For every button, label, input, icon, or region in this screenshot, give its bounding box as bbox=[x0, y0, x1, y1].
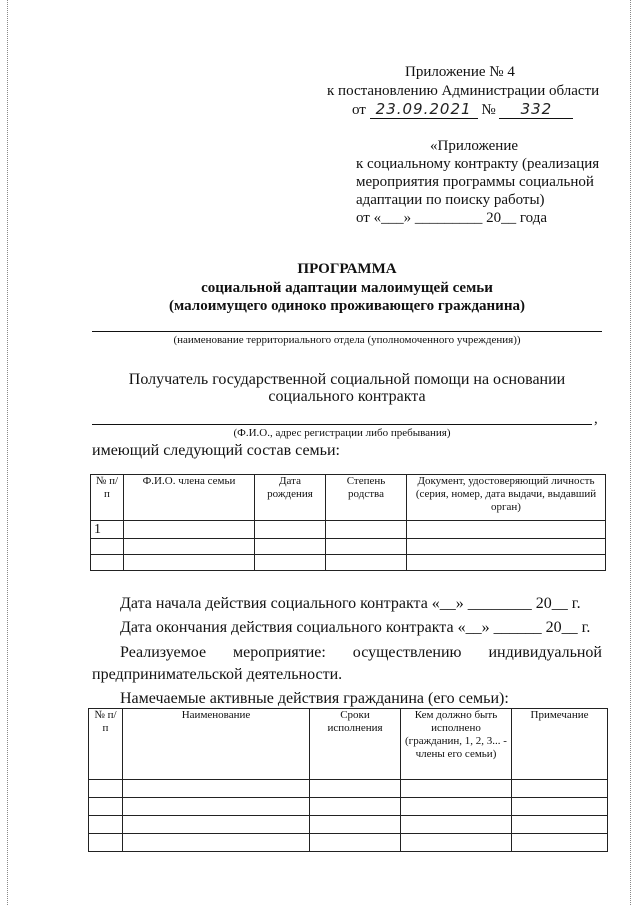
table-cell bbox=[512, 798, 608, 816]
table-cell bbox=[89, 780, 123, 798]
table-row bbox=[89, 834, 608, 852]
program-subtitle: (малоимущего одиноко проживающего гражданина) bbox=[169, 298, 525, 314]
recipient-label: Получатель государственной социальной помощи на основании bbox=[128, 371, 566, 388]
recipient-fill-line bbox=[92, 424, 592, 425]
table-cell bbox=[124, 521, 255, 539]
table-header-row bbox=[91, 475, 606, 521]
table-row bbox=[91, 521, 606, 539]
table-cell bbox=[123, 816, 310, 834]
table-cell bbox=[512, 834, 608, 852]
inner-appendix-title: «Приложение bbox=[430, 138, 519, 154]
handwritten-date: 23.09.2021 bbox=[370, 100, 478, 119]
inner-appendix-line: к социальному контракту (реализация bbox=[356, 156, 600, 172]
inner-appendix-line: мероприятия программы социальной bbox=[356, 174, 594, 190]
table-cell bbox=[124, 539, 255, 555]
table-cell bbox=[310, 816, 401, 834]
table-cell bbox=[310, 834, 401, 852]
table-cell bbox=[407, 539, 606, 555]
table-cell: 1 bbox=[91, 521, 124, 539]
column-header: Документ, удостоверяющий личность (серия, номер, дата выдачи, выдавший орган) bbox=[407, 475, 606, 521]
handwritten-number: 332 bbox=[499, 100, 573, 119]
column-header: Сроки исполнения bbox=[310, 709, 401, 780]
table-header-row bbox=[89, 709, 608, 780]
table-row bbox=[89, 780, 608, 798]
table-cell bbox=[123, 798, 310, 816]
department-caption: (наименование территориального отдела (уполномоченного учреждения)) bbox=[173, 334, 521, 346]
table-cell bbox=[91, 555, 124, 571]
program-title: ПРОГРАММА bbox=[297, 261, 397, 277]
column-header: Кем должно быть исполнено (гражданин, 1, 2, 3... - члены его семьи) bbox=[401, 709, 512, 780]
resolution-date-line bbox=[352, 100, 592, 119]
table-cell bbox=[407, 521, 606, 539]
department-fill-line bbox=[92, 331, 602, 332]
table-cell bbox=[123, 780, 310, 798]
table-cell bbox=[401, 798, 512, 816]
family-table bbox=[90, 474, 606, 571]
measure-text-cont: предпринимательской деятельности. bbox=[92, 666, 343, 683]
table-cell bbox=[91, 539, 124, 555]
inner-appendix-date: от «___» _________ 20__ года bbox=[356, 210, 547, 226]
table-row bbox=[91, 555, 606, 571]
table-cell bbox=[401, 816, 512, 834]
column-header: Дата рождения bbox=[255, 475, 326, 521]
contract-start-date: Дата начала действия социального контракта «__» ________ 20__ г. bbox=[120, 595, 581, 612]
program-subtitle: социальной адаптации малоимущей семьи bbox=[201, 280, 493, 296]
table-row bbox=[89, 798, 608, 816]
actions-label: Намечаемые активные действия гражданина (его семьи): bbox=[120, 690, 509, 707]
table-cell bbox=[407, 555, 606, 571]
measure-text: Реализуемое мероприятие: осуществлению индивидуальной bbox=[120, 644, 602, 661]
table-cell bbox=[255, 555, 326, 571]
table-cell bbox=[89, 816, 123, 834]
column-header: Наименование bbox=[123, 709, 310, 780]
recipient-caption: (Ф.И.О., адрес регистрации либо пребывания) bbox=[233, 427, 451, 439]
number-sign: № bbox=[481, 102, 496, 118]
scan-edge-right bbox=[630, 0, 631, 905]
from-prefix: от bbox=[352, 102, 366, 118]
column-header: Примечание bbox=[512, 709, 608, 780]
table-cell bbox=[89, 798, 123, 816]
recipient-comma: , bbox=[594, 411, 598, 427]
table-cell bbox=[326, 555, 407, 571]
column-header: Степень родства bbox=[326, 475, 407, 521]
resolution-reference: к постановлению Администрации области bbox=[327, 83, 600, 99]
inner-appendix-line: адаптации по поиску работы) bbox=[356, 192, 545, 208]
table-cell bbox=[401, 834, 512, 852]
table-cell bbox=[512, 816, 608, 834]
table-row bbox=[91, 539, 606, 555]
table-cell bbox=[512, 780, 608, 798]
table-cell bbox=[310, 798, 401, 816]
family-composition-label: имеющий следующий состав семьи: bbox=[92, 442, 340, 459]
scan-edge-left bbox=[7, 0, 8, 905]
table-cell bbox=[401, 780, 512, 798]
table-cell bbox=[310, 780, 401, 798]
table-cell bbox=[124, 555, 255, 571]
table-cell bbox=[123, 834, 310, 852]
table-cell bbox=[326, 521, 407, 539]
contract-end-date: Дата окончания действия социального контракта «__» ______ 20__ г. bbox=[120, 619, 591, 636]
table-cell bbox=[255, 521, 326, 539]
column-header: Ф.И.О. члена семьи bbox=[124, 475, 255, 521]
column-header: № п/п bbox=[89, 709, 123, 780]
table-cell bbox=[255, 539, 326, 555]
table-row bbox=[89, 816, 608, 834]
table-cell bbox=[326, 539, 407, 555]
column-header: № п/п bbox=[91, 475, 124, 521]
actions-table bbox=[88, 708, 608, 852]
recipient-label-cont: социального контракта bbox=[268, 388, 426, 405]
table-cell bbox=[89, 834, 123, 852]
appendix-number: Приложение № 4 bbox=[405, 64, 515, 80]
